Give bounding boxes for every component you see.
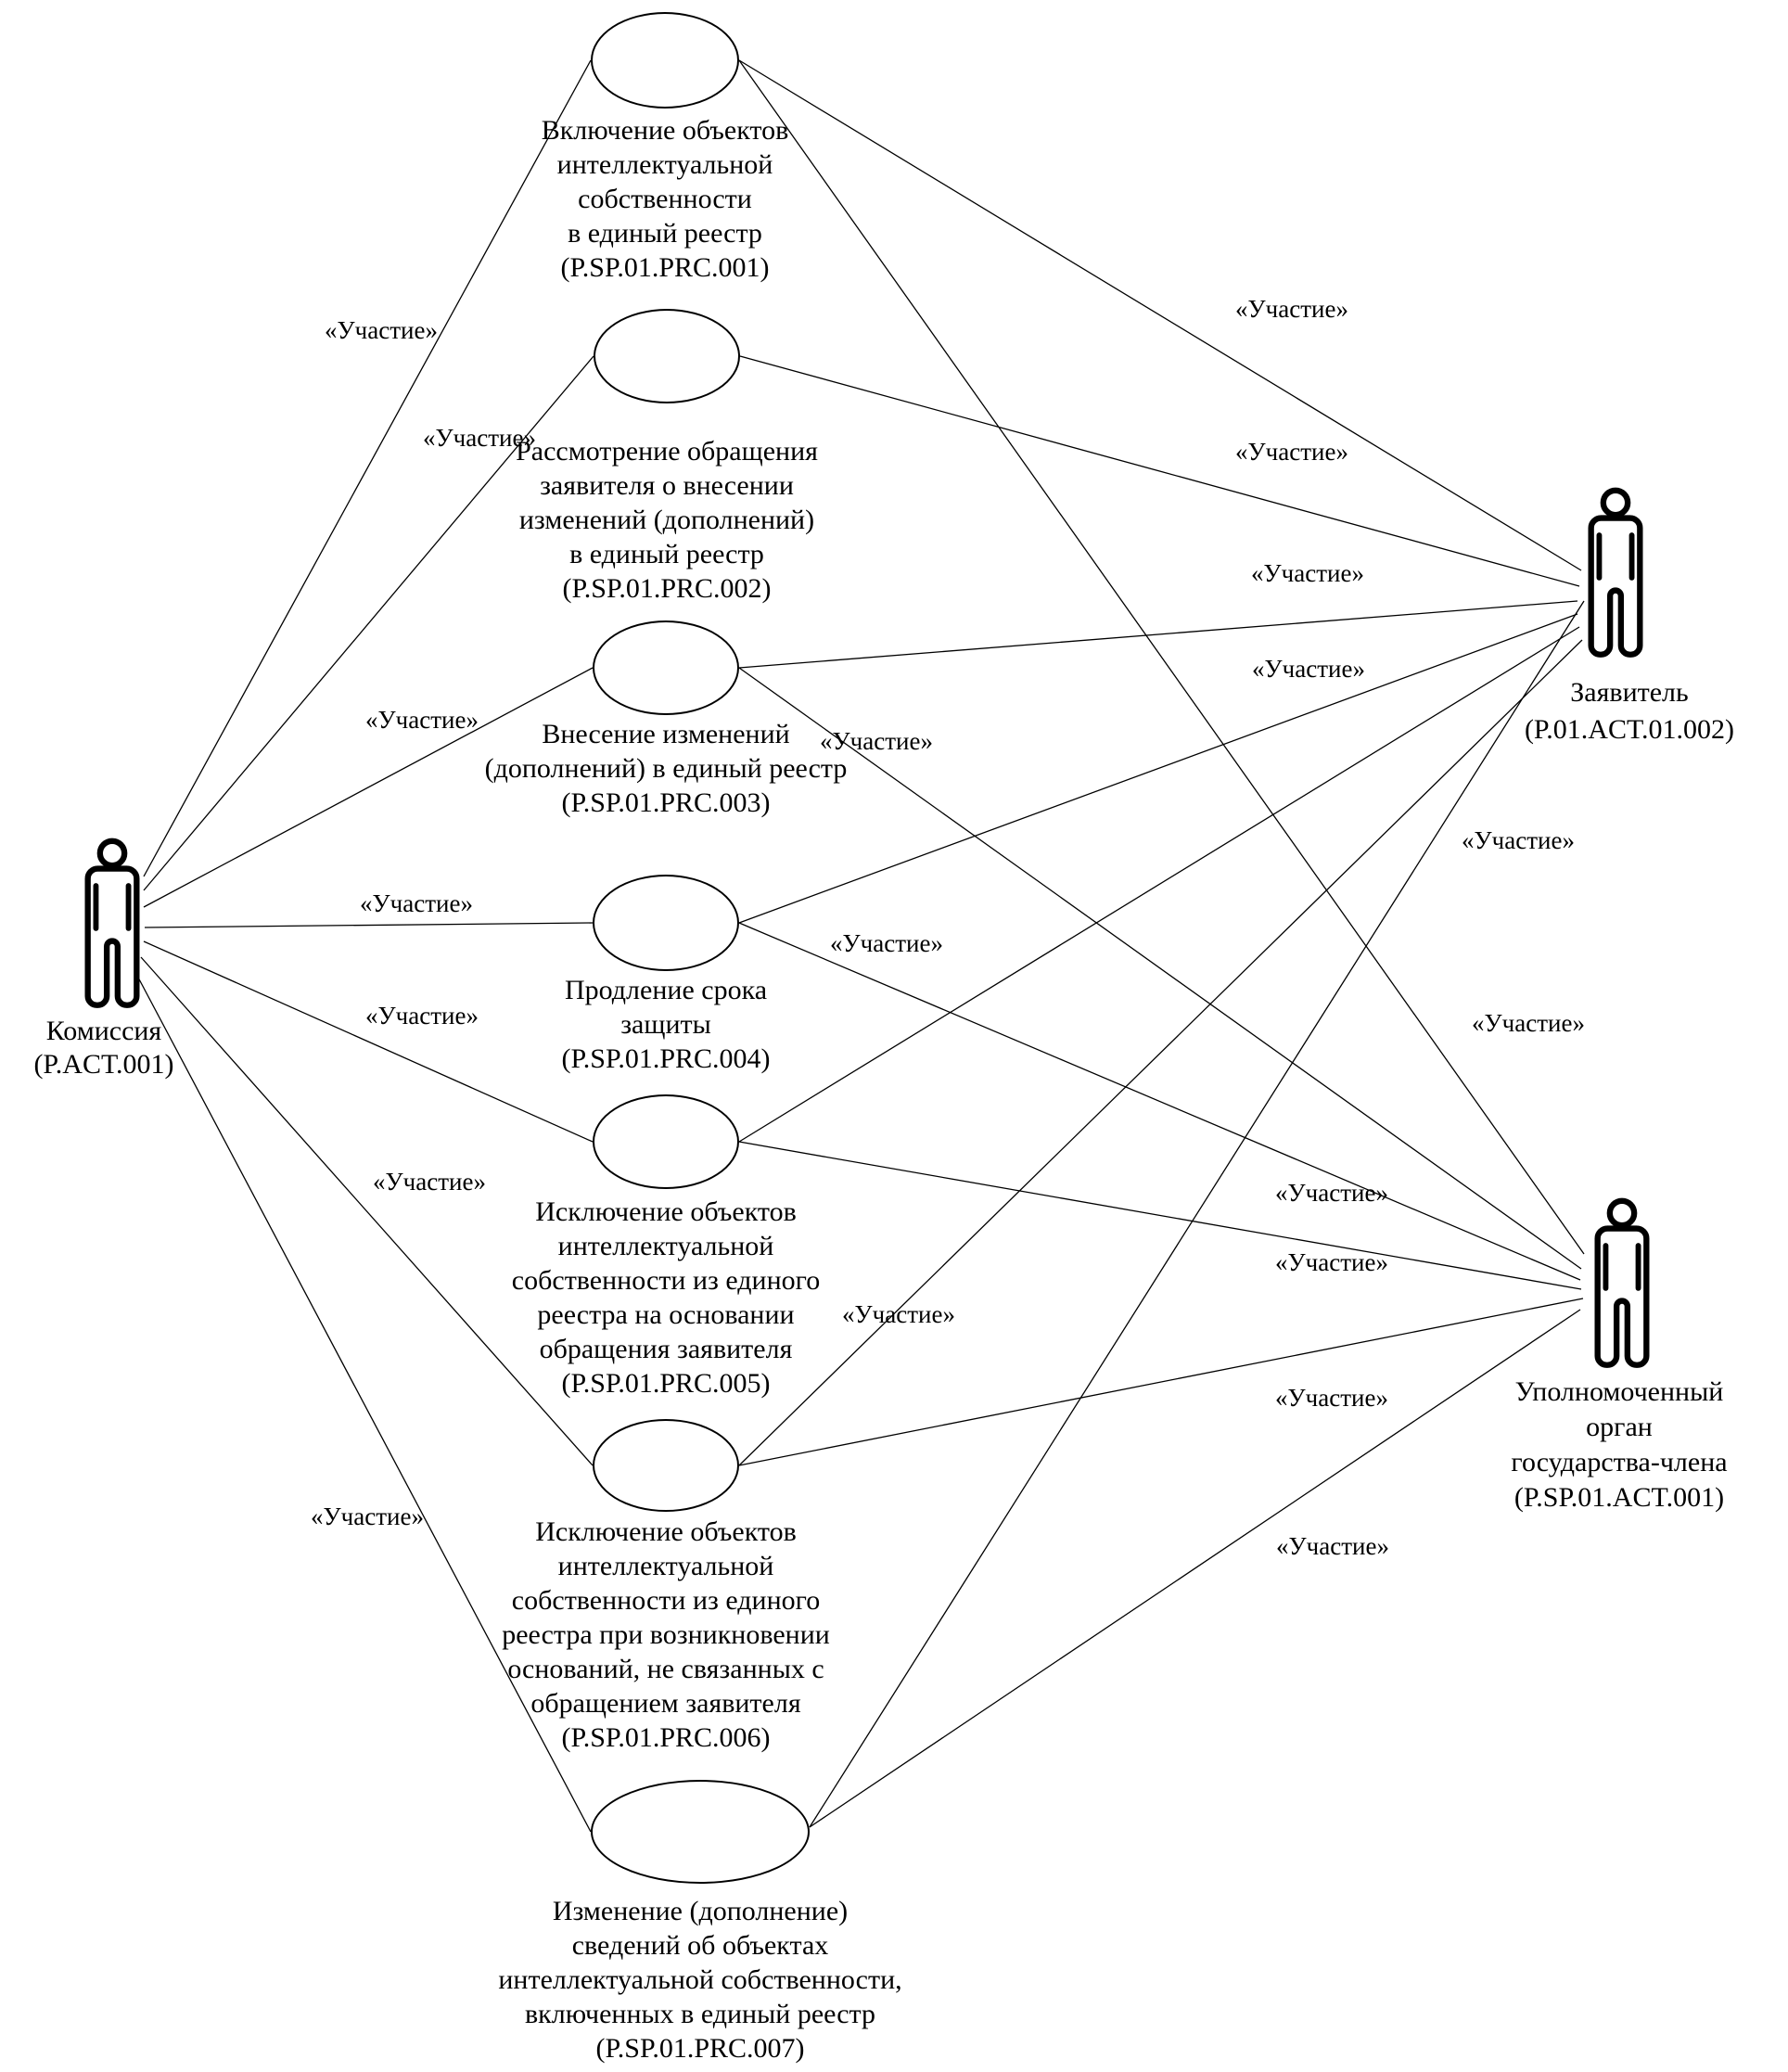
- use-case-label-line: заявителя о внесении: [540, 470, 794, 501]
- use-case-label-line: (P.SP.01.PRC.004): [561, 1043, 771, 1074]
- actor-label-line: Комиссия: [45, 1016, 162, 1046]
- use-case-ellipse-prc-002: [594, 309, 740, 403]
- actor-label-line: (P.ACT.001): [33, 1049, 174, 1080]
- use-case-ellipse-prc-004: [593, 875, 739, 971]
- participation-stereotype-label: «Участие»: [1472, 1009, 1585, 1037]
- use-case-label-line: интеллектуальной: [557, 1551, 774, 1581]
- use-case-ellipse-prc-007: [591, 1780, 810, 1884]
- participation-stereotype-label: «Участие»: [1251, 559, 1364, 587]
- use-case-label-prc-006: [406, 1515, 926, 1755]
- use-case-label-line: реестра при возникновении: [502, 1619, 830, 1650]
- association-edge-komissiya-prc-004: [145, 923, 593, 927]
- use-case-label-line: реестра на основании: [537, 1299, 795, 1330]
- participation-stereotype-label: «Участие»: [365, 1002, 479, 1030]
- participation-stereotype-label: «Участие»: [373, 1168, 486, 1196]
- participation-stereotype-label: «Участие»: [360, 889, 473, 917]
- use-case-label-line: собственности: [578, 184, 752, 214]
- participation-stereotype-label: «Участие»: [365, 706, 479, 734]
- use-case-label-line: Изменение (дополнение): [552, 1896, 849, 1926]
- use-case-label-line: (P.SP.01.PRC.003): [561, 787, 771, 818]
- person-icon: [76, 837, 148, 1011]
- use-case-label-line: обращения заявителя: [539, 1334, 793, 1364]
- actor-figure: [76, 837, 148, 1016]
- actor-label-line: (P.01.ACT.01.002): [1524, 714, 1735, 745]
- actor-figure: [1579, 486, 1652, 665]
- use-case-label-line: обращением заявителя: [530, 1688, 801, 1719]
- use-case-label-prc-005: [406, 1195, 926, 1401]
- participation-stereotype-label: «Участие»: [1275, 1248, 1388, 1276]
- use-case-ellipse-prc-006: [593, 1419, 739, 1512]
- use-case-label-line: в единый реестр: [569, 539, 764, 569]
- actor-label: [1525, 674, 1734, 748]
- participation-stereotype-label: «Участие»: [325, 316, 438, 344]
- use-case-label-line: Продление срока: [564, 975, 768, 1005]
- participation-stereotype-label: «Участие»: [1235, 438, 1348, 466]
- association-edge-prc-003-zayavitel: [739, 601, 1577, 668]
- actor-label-line: Заявитель: [1570, 677, 1689, 708]
- participation-stereotype-label: «Участие»: [311, 1503, 424, 1530]
- actor-label-line: (P.SP.01.ACT.001): [1513, 1482, 1725, 1513]
- actor-label-line: Уполномоченный: [1514, 1376, 1724, 1407]
- use-case-label-line: (P.SP.01.PRC.001): [560, 252, 770, 283]
- actor-label: [1511, 1375, 1727, 1516]
- participation-stereotype-label: «Участие»: [842, 1300, 955, 1328]
- participation-stereotype-label: «Участие»: [820, 727, 933, 755]
- actor-label: [33, 1015, 173, 1081]
- use-case-label-line: Исключение объектов: [535, 1516, 797, 1547]
- use-case-label-line: Рассмотрение обращения: [516, 436, 818, 467]
- participation-stereotype-label: «Участие»: [1276, 1532, 1389, 1560]
- use-case-ellipse-prc-003: [593, 620, 739, 715]
- use-case-label-prc-001: [405, 113, 925, 285]
- use-case-ellipse-prc-001: [591, 12, 739, 109]
- use-case-label-line: (дополнений) в единый реестр: [484, 753, 848, 784]
- use-case-label-prc-002: [407, 434, 926, 606]
- use-case-label-line: собственности из единого: [511, 1585, 821, 1616]
- use-case-label-prc-007: [441, 1894, 960, 2066]
- use-case-label-line: интеллектуальной: [556, 149, 773, 180]
- use-case-label-line: (P.SP.01.PRC.006): [561, 1722, 771, 1753]
- use-case-label-line: Исключение объектов: [535, 1196, 797, 1227]
- use-case-label-line: собственности из единого: [511, 1265, 821, 1296]
- use-case-label-prc-004: [406, 973, 926, 1076]
- participation-stereotype-label: «Участие»: [1252, 655, 1365, 683]
- use-case-label-line: включенных в единый реестр: [525, 1999, 875, 2029]
- actor-label-line: государства-члена: [1511, 1447, 1728, 1477]
- use-case-label-line: в единый реестр: [568, 218, 762, 249]
- use-case-label-line: интеллектуальной собственности,: [498, 1964, 902, 1995]
- use-case-label-line: Включение объектов: [541, 115, 789, 146]
- actor-figure: [1586, 1196, 1658, 1375]
- use-case-label-line: оснований, не связанных с: [507, 1654, 824, 1684]
- use-case-label-line: сведений об объектах: [571, 1930, 829, 1961]
- participation-stereotype-label: «Участие»: [1235, 295, 1348, 323]
- association-edge-prc-007-zayavitel: [810, 601, 1584, 1827]
- participation-stereotype-label: «Участие»: [830, 929, 943, 957]
- actor-label-line: орган: [1586, 1412, 1653, 1442]
- use-case-label-line: защиты: [620, 1009, 711, 1040]
- participation-stereotype-label: «Участие»: [423, 424, 536, 452]
- use-case-label-line: (P.SP.01.PRC.005): [561, 1368, 771, 1399]
- person-icon: [1579, 486, 1652, 660]
- participation-stereotype-label: «Участие»: [1462, 826, 1575, 854]
- person-icon: [1586, 1196, 1658, 1371]
- use-case-label-line: интеллектуальной: [557, 1231, 774, 1261]
- use-case-label-line: изменений (дополнений): [518, 505, 815, 535]
- use-case-label-line: Внесение изменений: [542, 719, 790, 749]
- participation-stereotype-label: «Участие»: [1275, 1179, 1388, 1207]
- use-case-ellipse-prc-005: [593, 1094, 739, 1189]
- use-case-label-line: (P.SP.01.PRC.002): [562, 573, 772, 604]
- use-case-label-line: (P.SP.01.PRC.007): [595, 2033, 805, 2064]
- participation-stereotype-label: «Участие»: [1275, 1384, 1388, 1412]
